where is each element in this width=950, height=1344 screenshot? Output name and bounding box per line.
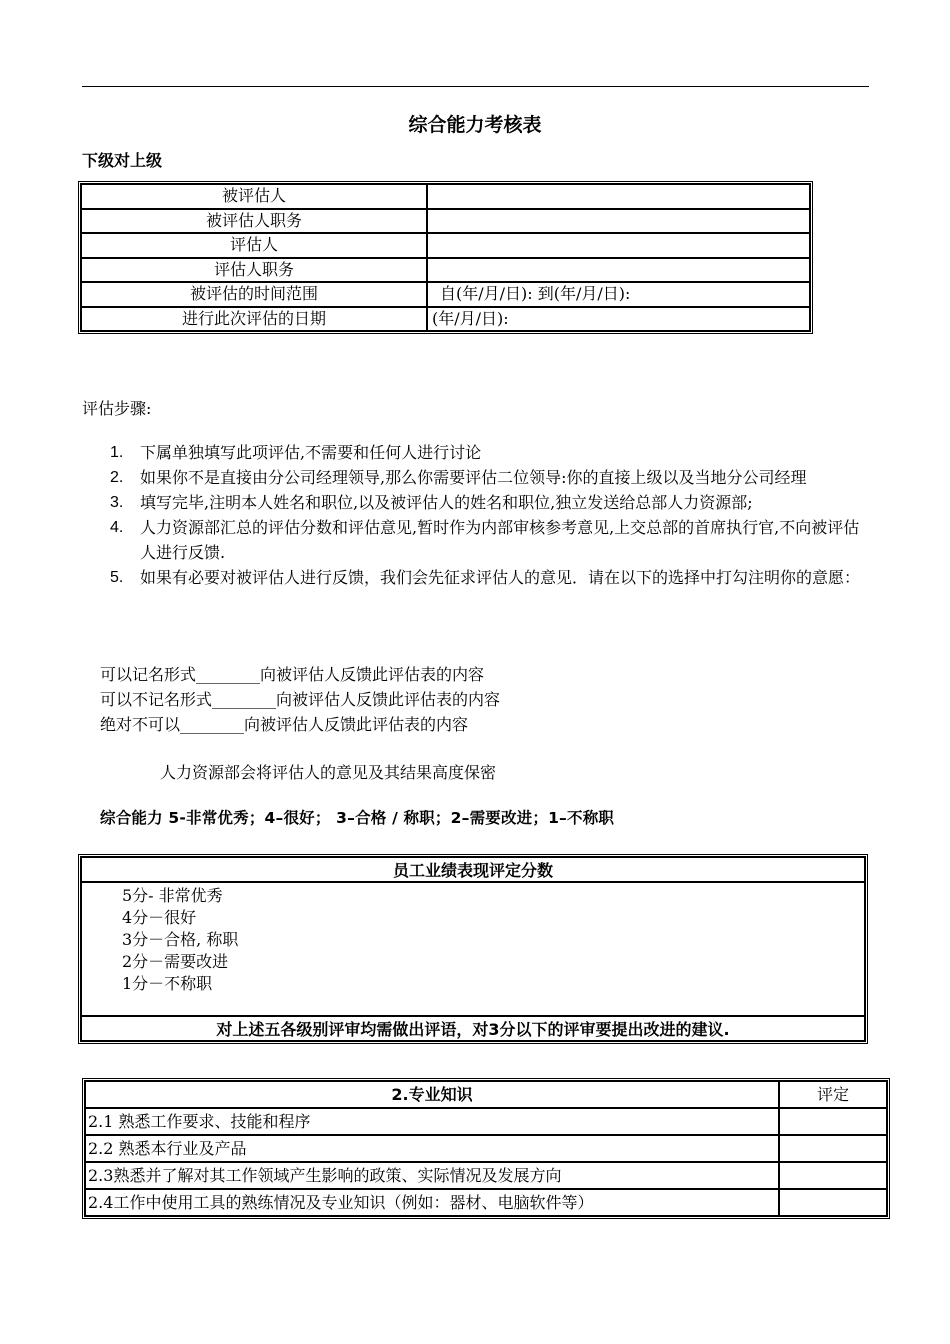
table-row (85, 1108, 887, 1135)
rating-cell[interactable] (779, 1135, 887, 1162)
step-number: 4. (110, 519, 124, 536)
step-number: 1. (110, 444, 124, 461)
info-value[interactable]: 自(年/月/日): 到(年/月/日): (427, 282, 810, 307)
step-text: 如果有必要对被评估人进行反馈，我们会先征求评估人的意见．请在以下的选择中打勾注明你的意愿： (140, 568, 861, 587)
steps-title: 评估步骤: (82, 399, 152, 418)
info-label: 进行此次评估的日期 (81, 307, 427, 332)
knowledge-item: 2.4工作中使用工具的熟练情况及专业知识（例如：器材、电脑软件等） (85, 1189, 779, 1216)
score-level: 5分- 非常优秀 (122, 886, 223, 905)
score-table (78, 854, 868, 1044)
step-text: 人力资源部汇总的评估分数和评估意见,暂时作为内部审核参考意见,上交总部的首席执行官,不向被评估人进行反馈. (140, 518, 860, 562)
info-label: 被评估的时间范围 (81, 282, 427, 307)
knowledge-item: 2.3熟悉并了解对其工作领域产生影响的政策、实际情况及发展方向 (85, 1162, 779, 1189)
info-row (81, 209, 810, 234)
rating-cell[interactable] (779, 1189, 887, 1216)
list-item (110, 515, 870, 565)
feedback-option-anonymous[interactable]: 可以不记名形式________向被评估人反馈此评估表的内容 (100, 690, 501, 709)
scale-legend: 综合能力 5-非常优秀；4–很好； 3–合格 / 称职；2–需要改进；1–不称职 (100, 809, 615, 827)
score-levels (81, 882, 865, 1016)
score-table-footer: 对上述五各级别评审均需做出评语，对3分以下的评审要提出改进的建议. (81, 1016, 865, 1041)
page-subtitle: 下级对上级 (82, 151, 163, 170)
info-value[interactable] (427, 258, 810, 283)
step-text: 填写完毕,注明本人姓名和职位,以及被评估人的姓名和职位,独立发送给总部人力资源部; (140, 493, 753, 512)
info-row (81, 307, 810, 332)
step-text: 下属单独填写此项评估,不需要和任何人进行讨论 (140, 443, 482, 462)
top-rule (82, 86, 869, 87)
info-value[interactable] (427, 184, 810, 209)
info-value[interactable] (427, 233, 810, 258)
score-level: 2分－需要改进 (122, 952, 229, 971)
info-label: 评估人 (81, 233, 427, 258)
info-label: 被评估人职务 (81, 209, 427, 234)
confidential-note: 人力资源部会将评估人的意见及其结果高度保密 (160, 763, 497, 782)
info-label: 被评估人 (81, 184, 427, 209)
step-number: 2. (110, 469, 124, 486)
info-value[interactable]: (年/月/日): (427, 307, 810, 332)
list-item (110, 565, 870, 590)
feedback-option-none[interactable]: 绝对不可以________向被评估人反馈此评估表的内容 (100, 715, 469, 734)
table-row (85, 1162, 887, 1189)
score-level: 4分－很好 (122, 908, 197, 927)
feedback-option-named[interactable]: 可以记名形式________向被评估人反馈此评估表的内容 (100, 665, 485, 684)
list-item (110, 440, 870, 465)
score-level: 1分－不称职 (122, 974, 213, 993)
info-value[interactable] (427, 209, 810, 234)
rating-cell[interactable] (779, 1108, 887, 1135)
score-table-header: 员工业绩表现评定分数 (81, 857, 865, 882)
rating-cell[interactable] (779, 1162, 887, 1189)
info-row (81, 233, 810, 258)
rating-header: 评定 (779, 1081, 887, 1108)
step-number: 5. (110, 569, 124, 586)
table-row (85, 1135, 887, 1162)
knowledge-item: 2.1 熟悉工作要求、技能和程序 (85, 1108, 779, 1135)
knowledge-table (82, 1078, 890, 1219)
info-label: 评估人职务 (81, 258, 427, 283)
knowledge-header: 2.专业知识 (85, 1081, 779, 1108)
table-row (85, 1189, 887, 1216)
list-item (110, 490, 870, 515)
knowledge-item: 2.2 熟悉本行业及产品 (85, 1135, 779, 1162)
info-row (81, 184, 810, 209)
step-text: 如果你不是直接由分公司经理领导,那么你需要评估二位领导:你的直接上级以及当地分公司经理 (140, 468, 807, 487)
info-table (78, 181, 813, 334)
info-row (81, 258, 810, 283)
list-item (110, 465, 870, 490)
step-number: 3. (110, 494, 124, 511)
page-title: 综合能力考核表 (408, 114, 542, 136)
score-level: 3分－合格, 称职 (122, 930, 239, 949)
info-row (81, 282, 810, 307)
steps-list (110, 440, 870, 590)
